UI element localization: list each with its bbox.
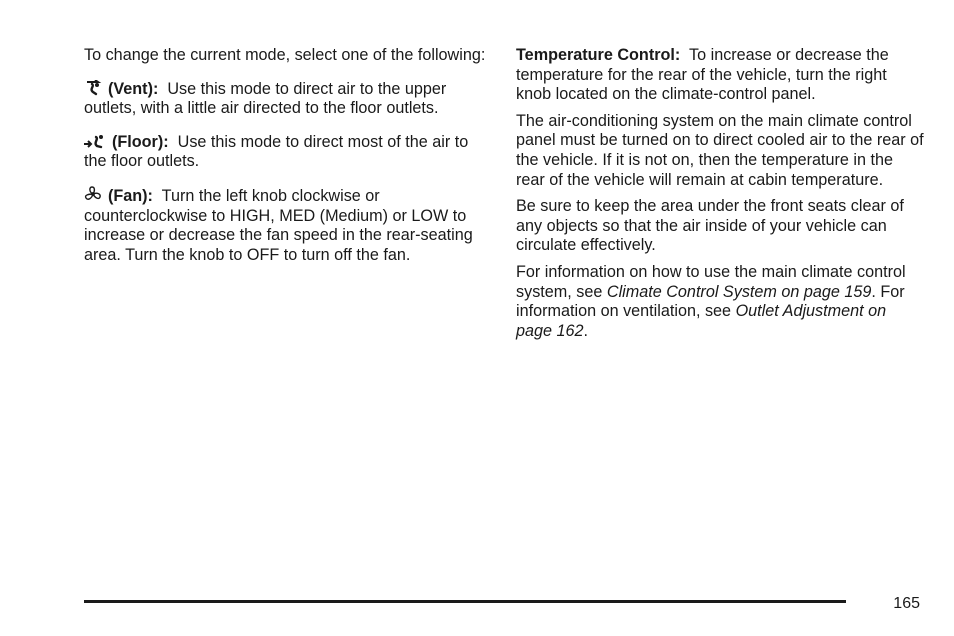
vent-mode-paragraph xyxy=(84,80,486,119)
climate-control-reference: Climate Control System on page 159 xyxy=(606,282,872,301)
vent-mode-label: (Vent): xyxy=(108,79,159,98)
outlet-adjustment-reference: Outlet Adjustment on page 162 xyxy=(516,302,887,340)
info-suffix: . xyxy=(583,321,589,340)
intro-text: To change the current mode, select one of the following: xyxy=(84,46,486,64)
fan-paragraph xyxy=(84,186,486,265)
floor-mode-label: (Floor): xyxy=(112,132,169,151)
fan-label: (Fan): xyxy=(108,186,153,205)
page-number: 165 xyxy=(893,595,920,612)
fan-icon xyxy=(84,186,102,203)
info-middle: . For information on ventilation, see xyxy=(516,282,905,321)
info-prefix: For information on how to use the main climate control system, see xyxy=(516,262,906,301)
air-conditioning-paragraph: The air-conditioning system on the main climate control panel must be turned on to direct cooled air to the rear of the vehicle. If it is not on, then the temperature in the rear of the vehicle will remain at cabin temperature. xyxy=(516,111,924,189)
fan-text: Turn the left knob clockwise or counterclockwise to HIGH, MED (Medium) or LOW to increase or decrease the fan speed in the rear-seating area. Turn the knob to OFF to turn off the fan. xyxy=(84,186,473,264)
front-seats-paragraph: Be sure to keep the area under the front seats clear of any objects so that the air inside of your vehicle can circulate effectively. xyxy=(516,197,904,255)
floor-mode-text: Use this mode to direct most of the air to the floor outlets. xyxy=(84,132,469,171)
temperature-control-paragraph xyxy=(516,46,924,105)
vent-mode-icon xyxy=(84,80,102,96)
temperature-control-label: Temperature Control: xyxy=(516,46,681,64)
more-info-paragraph xyxy=(516,263,924,341)
vent-mode-text: Use this mode to direct air to the upper outlets, with a little air directed to the floor outlets. xyxy=(84,79,447,118)
floor-mode-paragraph xyxy=(84,133,486,172)
temperature-control-text: To increase or decrease the temperature for the rear of the vehicle, turn the right knob located on the climate-control panel. xyxy=(516,46,889,104)
footer-rule xyxy=(84,600,846,603)
right-column xyxy=(516,46,924,348)
left-column xyxy=(84,46,486,279)
floor-mode-icon xyxy=(84,133,106,149)
